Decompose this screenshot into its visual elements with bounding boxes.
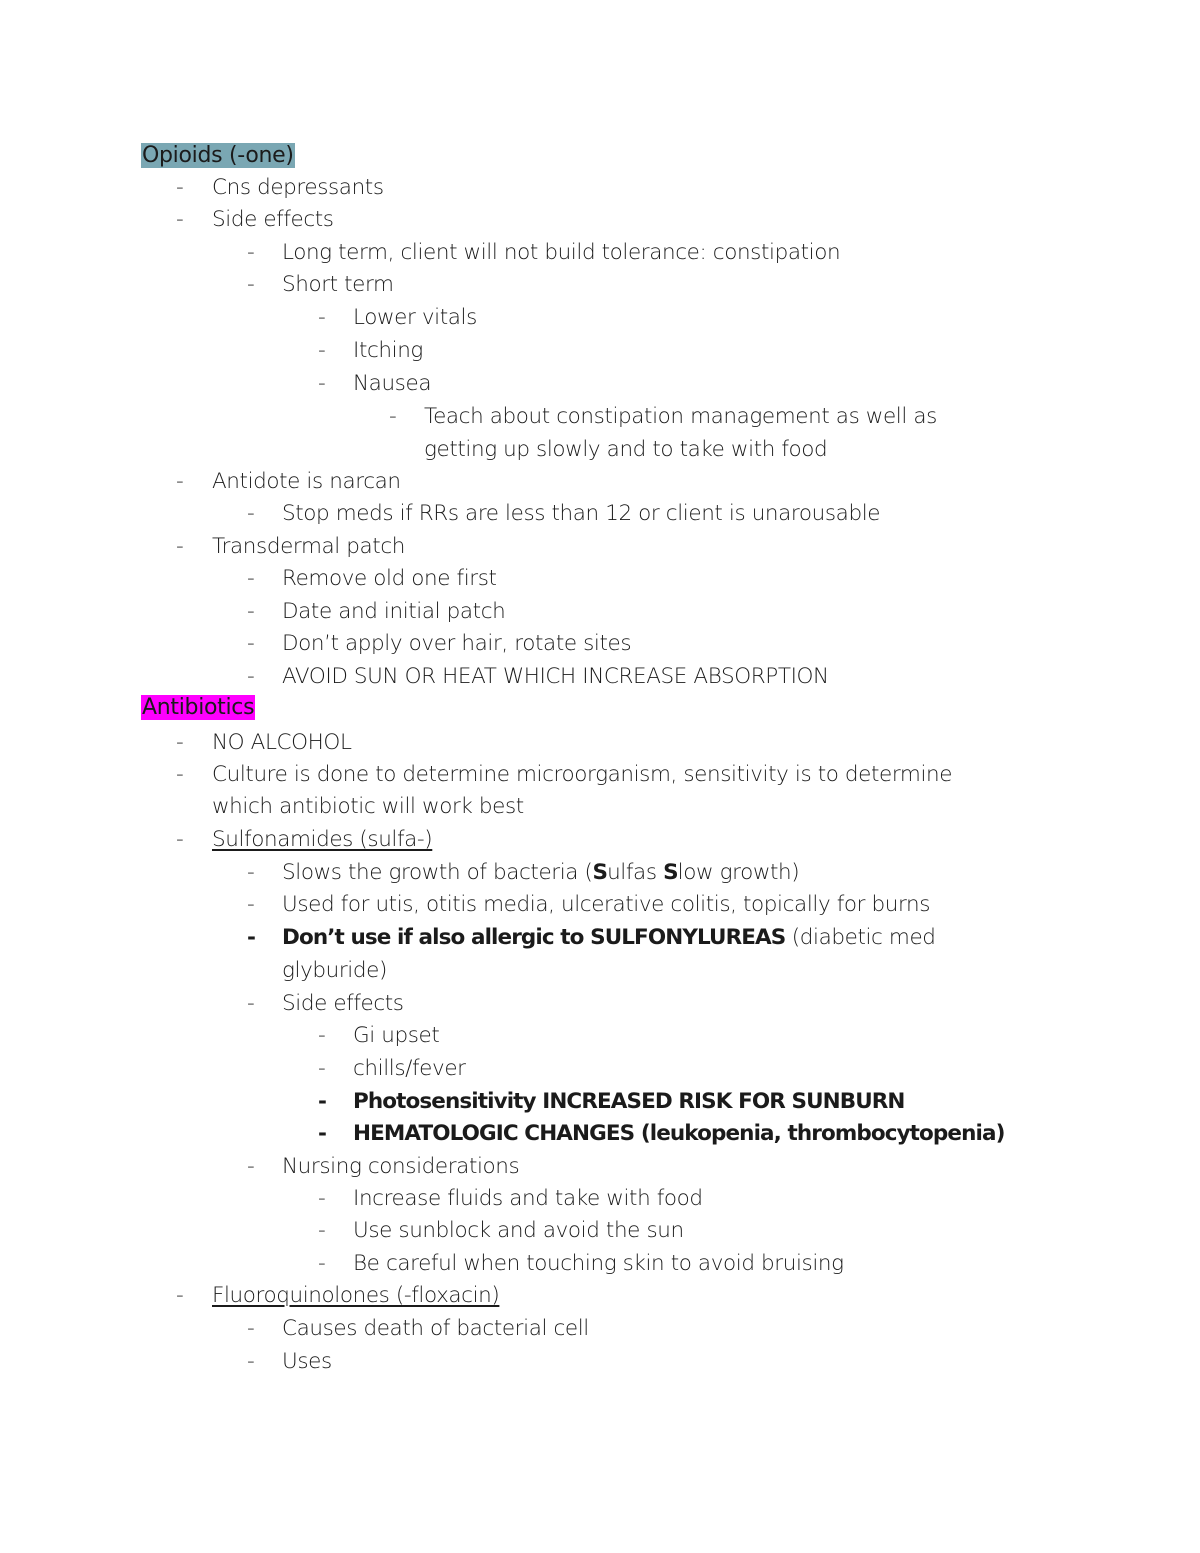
item-text: which antibiotic will work best xyxy=(212,794,524,819)
bullet-dash: - xyxy=(318,1218,326,1243)
bullet-dash: - xyxy=(176,534,184,559)
bullet-dash: - xyxy=(176,207,184,232)
bullet-dash: - xyxy=(318,1121,327,1146)
bullet-dash: - xyxy=(318,1089,327,1114)
item-text: Side effects xyxy=(282,991,404,1016)
bullet-dash: - xyxy=(318,305,326,330)
bullet-dash: - xyxy=(318,1023,326,1048)
bullet-dash: - xyxy=(247,1316,255,1341)
item-text: Uses xyxy=(282,1349,332,1374)
item-text: AVOID SUN OR HEAT WHICH INCREASE ABSORPTION xyxy=(282,664,829,689)
item-text: Use sunblock and avoid the sun xyxy=(353,1218,684,1243)
antibiotics-heading xyxy=(141,693,255,723)
sulfonamides-subheading: Sulfonamides (sulfa-) xyxy=(212,827,433,852)
bullet-dash: - xyxy=(247,631,255,656)
bullet-dash: - xyxy=(318,1056,326,1081)
item-text: getting up slowly and to take with food xyxy=(424,437,828,462)
text-run: (diabetic med xyxy=(785,925,936,950)
item-text: Photosensitivity INCREASED RISK FOR SUNBURN xyxy=(353,1089,905,1114)
item-text: Don’t apply over hair, rotate sites xyxy=(282,631,632,656)
bullet-dash: - xyxy=(247,566,255,591)
bullet-dash: - xyxy=(247,892,255,917)
bold-letter: S xyxy=(592,860,608,885)
fluoroquinolones-subheading: Fluoroquinolones (-floxacin) xyxy=(212,1283,500,1308)
bullet-dash: - xyxy=(318,371,326,396)
antibiotics-heading-text: Antibiotics xyxy=(142,695,255,720)
item-text: Causes death of bacterial cell xyxy=(282,1316,589,1341)
item-text: Culture is done to determine microorganism, sensitivity is to determine xyxy=(212,762,953,787)
item-text: Gi upset xyxy=(353,1023,440,1048)
item-text: Lower vitals xyxy=(353,305,477,330)
bullet-dash: - xyxy=(318,338,326,363)
item-text: Long term, client will not build tolerance: constipation xyxy=(282,240,841,265)
item-text: Transdermal patch xyxy=(212,534,405,559)
item-text: Increase fluids and take with food xyxy=(353,1186,703,1211)
item-text xyxy=(282,922,936,954)
item-text: Nursing considerations xyxy=(282,1154,520,1179)
item-text: Date and initial patch xyxy=(282,599,506,624)
item-text: Short term xyxy=(282,272,394,297)
item-text: Remove old one first xyxy=(282,566,497,591)
bullet-dash: - xyxy=(247,860,255,885)
bullet-dash: - xyxy=(318,1186,326,1211)
bullet-dash: - xyxy=(247,1349,255,1374)
item-text xyxy=(282,857,799,889)
bullet-dash: - xyxy=(176,175,184,200)
item-text: HEMATOLOGIC CHANGES (leukopenia, thrombocytopenia) xyxy=(353,1121,1005,1146)
bold-letter: S xyxy=(663,860,678,885)
bullet-dash: - xyxy=(389,404,397,429)
item-text: Itching xyxy=(353,338,423,363)
item-text: Used for utis, otitis media, ulcerative colitis, topically for burns xyxy=(282,892,931,917)
item-text: Side effects xyxy=(212,207,334,232)
item-text: Stop meds if RRs are less than 12 or client is unarousable xyxy=(282,501,881,526)
text-run: Slows the growth of bacteria ( xyxy=(282,860,593,885)
bullet-dash: - xyxy=(247,991,255,1016)
bullet-dash: - xyxy=(247,925,256,950)
bullet-dash: - xyxy=(247,272,255,297)
bullet-dash: - xyxy=(176,469,184,494)
opioids-heading-text: Opioids (-one) xyxy=(142,143,294,168)
bullet-dash: - xyxy=(176,1283,184,1308)
bullet-dash: - xyxy=(176,827,184,852)
item-text: Antidote is narcan xyxy=(212,469,401,494)
bold-warning: Don’t use if also allergic to SULFONYLUREAS xyxy=(282,925,786,950)
item-text: chills/fever xyxy=(353,1056,466,1081)
bullet-dash: - xyxy=(176,730,184,755)
opioids-heading xyxy=(141,141,295,171)
item-text: Teach about constipation management as well as xyxy=(424,404,937,429)
bullet-dash: - xyxy=(247,664,255,689)
item-text: Cns depressants xyxy=(212,175,384,200)
bullet-dash: - xyxy=(247,1154,255,1179)
item-text: Be careful when touching skin to avoid bruising xyxy=(353,1251,844,1276)
item-text: glyburide) xyxy=(282,958,387,983)
item-text: Nausea xyxy=(353,371,432,396)
bullet-dash: - xyxy=(247,501,255,526)
bullet-dash: - xyxy=(318,1251,326,1276)
bullet-dash: - xyxy=(176,762,184,787)
text-run: low growth) xyxy=(677,860,800,885)
item-text: NO ALCOHOL xyxy=(212,730,352,755)
text-run: ulfas xyxy=(607,860,664,885)
bullet-dash: - xyxy=(247,240,255,265)
bullet-dash: - xyxy=(247,599,255,624)
